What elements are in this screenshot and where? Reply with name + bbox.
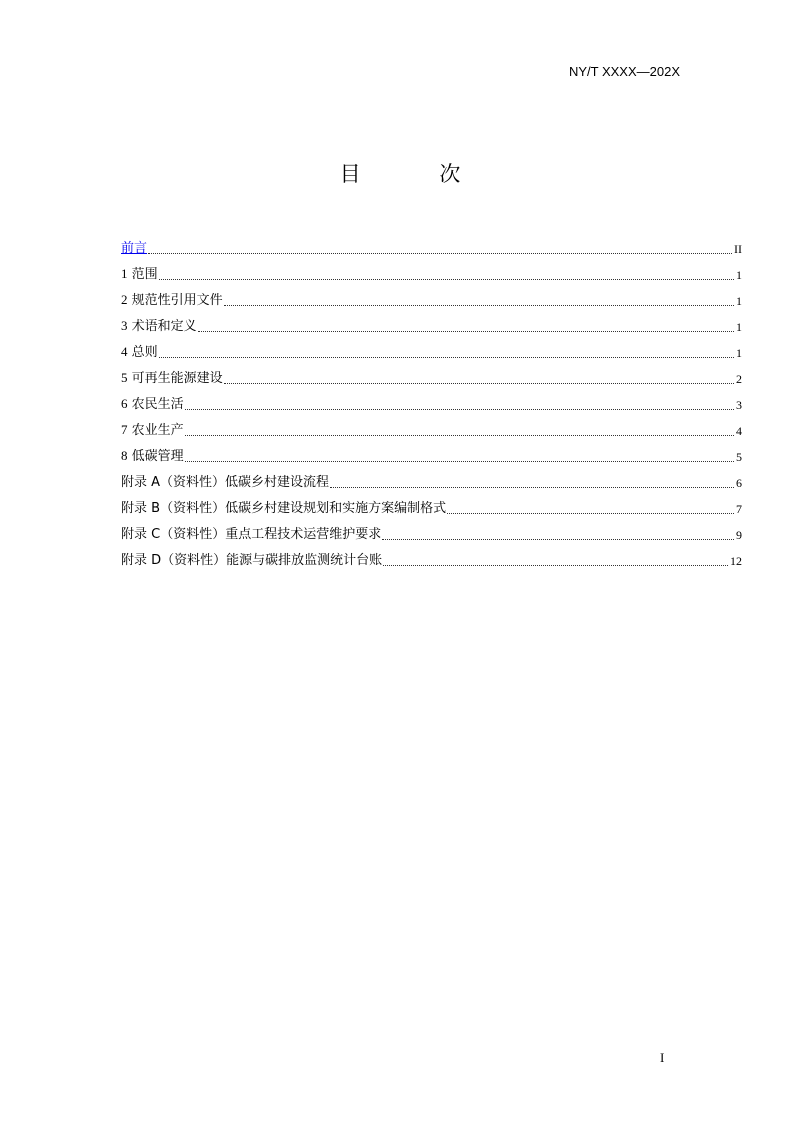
toc-entry-text: 总则 [131,345,158,360]
toc-title: 目 次 [339,162,497,186]
toc-entry-foreword[interactable] [121,232,742,258]
toc-entry-number: 5 [121,370,128,385]
toc-entry-page: 6 [736,476,742,490]
toc-entry-3[interactable] [121,310,742,336]
toc-entry-text: 范围 [131,267,158,282]
page-number: I [660,1050,665,1065]
toc-entry-6[interactable] [121,388,742,414]
toc-entry-number: 附录 B [121,501,161,516]
toc-entry-text: （资料性）低碳乡村建设流程 [160,475,330,490]
toc-entry-label [121,369,223,388]
toc-entry-text: 规范性引用文件 [131,293,223,308]
toc-entry-page: 2 [736,372,742,386]
toc-entry-page: II [734,242,742,256]
toc-entry-7[interactable] [121,414,742,440]
toc-entry-number: 6 [121,396,128,411]
toc-leader-dots [159,357,734,358]
toc-entry-text: （资料性）低碳乡村建设规划和实施方案编制格式 [160,501,447,516]
toc-entry-label [121,447,184,466]
toc-entry-label [121,500,446,518]
toc-entry-number: 附录 C [121,527,161,542]
table-of-contents [121,232,742,570]
toc-entry-number: 4 [121,344,128,359]
toc-entry-label [121,552,382,570]
toc-entry-text: （资料性）能源与碳排放监测统计台账 [161,553,383,568]
toc-leader-dots [185,461,734,462]
toc-leader-dots [185,435,734,436]
toc-entry-5[interactable] [121,362,742,388]
toc-entry-text: 术语和定义 [131,319,197,334]
toc-entry-page: 1 [736,320,742,334]
toc-leader-dots [330,487,734,488]
toc-entry-label[interactable]: 前言 [121,241,148,256]
toc-entry-appendix-a[interactable] [121,466,742,492]
standard-code: NY/T XXXX—202X [568,64,680,79]
toc-entry-label [121,474,329,492]
toc-leader-dots [382,539,734,540]
toc-entry-number: 3 [121,318,128,333]
toc-entry-1[interactable] [121,258,742,284]
toc-entry-label [121,317,197,336]
toc-entry-appendix-c[interactable] [121,518,742,544]
toc-entry-text: 农民生活 [131,397,184,412]
toc-entry-2[interactable] [121,284,742,310]
toc-entry-page: 3 [736,398,742,412]
toc-entry-page: 7 [736,502,742,516]
toc-entry-4[interactable] [121,336,742,362]
toc-leader-dots [198,331,734,332]
toc-entry-label [121,395,184,414]
toc-entry-text: 低碳管理 [131,449,184,464]
toc-leader-dots [224,383,734,384]
toc-entry-number: 2 [121,292,128,307]
toc-entry-number: 1 [121,266,128,281]
toc-leader-dots [148,253,732,254]
toc-leader-dots [185,409,734,410]
toc-entry-page: 1 [736,294,742,308]
toc-entry-label [121,291,223,310]
toc-entry-text: （资料性）重点工程技术运营维护要求 [160,527,382,542]
toc-entry-number: 8 [121,448,128,463]
toc-entry-page: 9 [736,528,742,542]
toc-entry-page: 4 [736,424,742,438]
toc-entry-page: 1 [736,268,742,282]
toc-entry-text: 可再生能源建设 [131,371,223,386]
toc-leader-dots [383,565,728,566]
toc-leader-dots [159,279,734,280]
toc-entry-page: 1 [736,346,742,360]
toc-entry-8[interactable] [121,440,742,466]
toc-leader-dots [447,513,734,514]
toc-entry-number: 7 [121,422,128,437]
toc-entry-page: 12 [730,554,742,568]
toc-entry-text: 农业生产 [131,423,184,438]
toc-leader-dots [224,305,734,306]
toc-entry-label [121,421,184,440]
toc-entry-label [121,526,381,544]
toc-entry-number: 附录 D [121,553,162,568]
toc-entry-page: 5 [736,450,742,464]
toc-entry-number: 附录 A [121,475,161,490]
toc-entry-label [121,343,158,362]
toc-entry-appendix-b[interactable] [121,492,742,518]
toc-entry-label [121,265,158,284]
toc-entry-appendix-d[interactable] [121,544,742,570]
